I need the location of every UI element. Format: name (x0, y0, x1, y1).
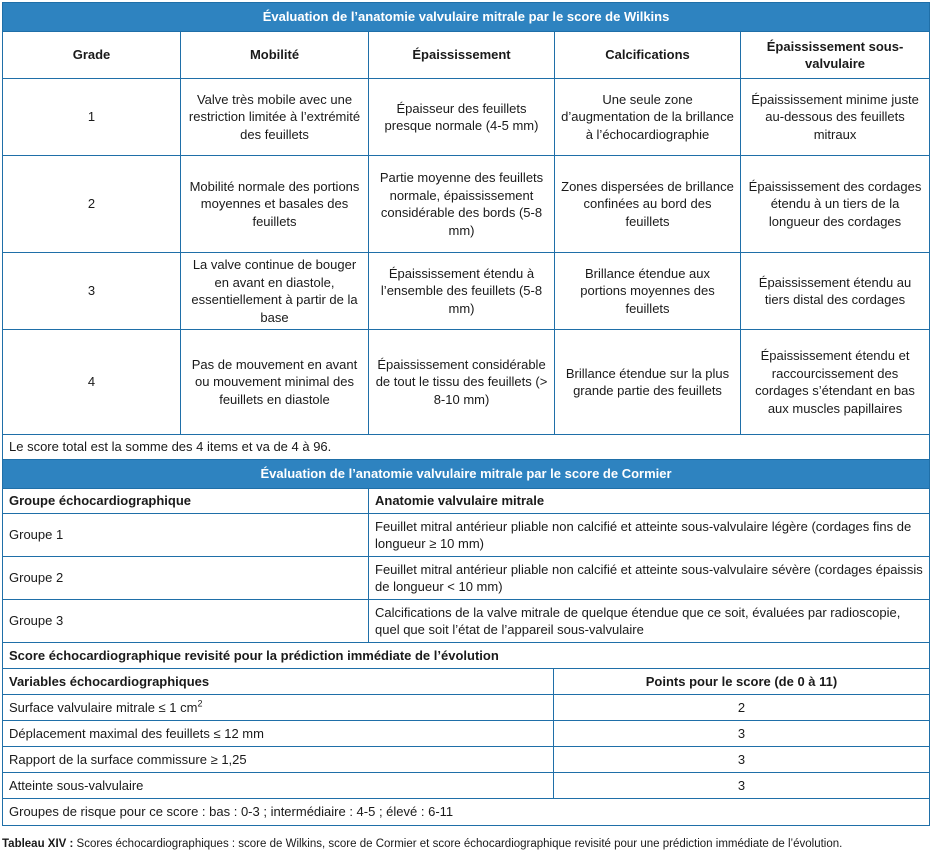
caption-label: Tableau XIV : (2, 838, 74, 850)
table-row (3, 514, 930, 557)
calcifications-cell: Brillance étendue aux portions moyennes des feuillets (555, 253, 741, 330)
group-cell: Groupe 2 (3, 557, 369, 600)
header-variables: Variables échocardiographiques (3, 669, 554, 695)
grade-cell: 3 (3, 253, 181, 330)
wilkins-score-table (2, 2, 930, 460)
sous-valvulaire-cell: Épaississement des cordages étendu à un tiers de la longueur des cordages (741, 156, 930, 253)
variable-cell (3, 695, 554, 721)
grade-cell: 2 (3, 156, 181, 253)
header-mobilite: Mobilité (181, 32, 369, 79)
variable-text: Surface valvulaire mitrale ≤ 1 cm (9, 699, 198, 715)
points-cell: 3 (554, 721, 930, 747)
risk-groups-note: Groupes de risque pour ce score : bas : 0-3 ; intermédiaire : 4-5 ; élevé : 6-11 (3, 799, 930, 826)
epaississement-cell: Partie moyenne des feuillets normale, épaississement considérable des bords (5-8 mm) (369, 156, 555, 253)
grade-cell: 4 (3, 330, 181, 435)
variable-cell: Rapport de la surface commissure ≥ 1,25 (3, 747, 554, 773)
header-points: Points pour le score (de 0 à 11) (554, 669, 930, 695)
variable-cell: Déplacement maximal des feuillets ≤ 12 mm (3, 721, 554, 747)
revisited-table-title: Score échocardiographique revisité pour la prédiction immédiate de l’évolution (3, 643, 930, 669)
wilkins-table-title: Évaluation de l’anatomie valvulaire mitrale par le score de Wilkins (3, 3, 930, 32)
cormier-table-title: Évaluation de l’anatomie valvulaire mitrale par le score de Cormier (3, 460, 930, 489)
table-row (3, 557, 930, 600)
document-page (0, 2, 931, 850)
caption-text: Scores échocardiographiques : score de Wilkins, score de Cormier et score échocardiographique revisité pour une prédiction immédiate de l’évolution. (73, 838, 843, 850)
calcifications-cell: Zones dispersées de brillance confinées au bord des feuillets (555, 156, 741, 253)
anatomy-cell: Calcifications de la valve mitrale de quelque étendue que ce soit, évaluées par radioscopie, quel que soit l’état de l’appareil sous-valvulaire (369, 600, 930, 643)
sous-valvulaire-cell: Épaississement étendu et raccourcissement des cordages s’étendant en bas aux muscles papillaires (741, 330, 930, 435)
table-row (3, 79, 930, 156)
table-row (3, 253, 930, 330)
variable-cell: Atteinte sous-valvulaire (3, 773, 554, 799)
grade-cell: 1 (3, 79, 181, 156)
sous-valvulaire-cell: Épaississement étendu au tiers distal des cordages (741, 253, 930, 330)
revisited-header-row (3, 669, 930, 695)
table-row (3, 330, 930, 435)
mobilite-cell: Mobilité normale des portions moyennes et basales des feuillets (181, 156, 369, 253)
group-cell: Groupe 3 (3, 600, 369, 643)
calcifications-cell: Brillance étendue sur la plus grande partie des feuillets (555, 330, 741, 435)
points-cell: 3 (554, 773, 930, 799)
mobilite-cell: Pas de mouvement en avant ou mouvement minimal des feuillets en diastole (181, 330, 369, 435)
wilkins-header-row (3, 32, 930, 79)
anatomy-cell: Feuillet mitral antérieur pliable non calcifié et atteinte sous-valvulaire sévère (cordages épaissis de longueur < 10 mm) (369, 557, 930, 600)
revisited-score-table (2, 642, 930, 826)
epaississement-cell: Épaississement considérable de tout le tissu des feuillets (> 8-10 mm) (369, 330, 555, 435)
points-cell: 2 (554, 695, 930, 721)
header-grade: Grade (3, 32, 181, 79)
mobilite-cell: La valve continue de bouger en avant en diastole, essentiellement à partir de la base (181, 253, 369, 330)
cormier-score-table (2, 459, 930, 643)
table-row (3, 721, 930, 747)
table-row (3, 773, 930, 799)
sous-valvulaire-cell: Épaississement minime juste au-dessous des feuillets mitraux (741, 79, 930, 156)
mobilite-cell: Valve très mobile avec une restriction limitée à l’extrémité des feuillets (181, 79, 369, 156)
table-row (3, 695, 930, 721)
header-epaississement: Épaississement (369, 32, 555, 79)
group-cell: Groupe 1 (3, 514, 369, 557)
epaississement-cell: Épaississement étendu à l’ensemble des feuillets (5-8 mm) (369, 253, 555, 330)
table-caption (2, 838, 842, 850)
points-cell: 3 (554, 747, 930, 773)
anatomy-cell: Feuillet mitral antérieur pliable non calcifié et atteinte sous-valvulaire légère (cordages fins de longueur ≥ 10 mm) (369, 514, 930, 557)
table-row (3, 747, 930, 773)
header-groupe: Groupe échocardiographique (3, 489, 369, 514)
calcifications-cell: Une seule zone d’augmentation de la brillance à l’échocardiographie (555, 79, 741, 156)
header-sous-valvulaire: Épaississement sous-valvulaire (741, 32, 930, 79)
table-row (3, 600, 930, 643)
table-row (3, 156, 930, 253)
unit-superscript: 2 (197, 698, 203, 709)
epaississement-cell: Épaisseur des feuillets presque normale (4-5 mm) (369, 79, 555, 156)
wilkins-total-note: Le score total est la somme des 4 items et va de 4 à 96. (3, 435, 930, 460)
cormier-header-row (3, 489, 930, 514)
header-calcifications: Calcifications (555, 32, 741, 79)
header-anatomie: Anatomie valvulaire mitrale (369, 489, 930, 514)
